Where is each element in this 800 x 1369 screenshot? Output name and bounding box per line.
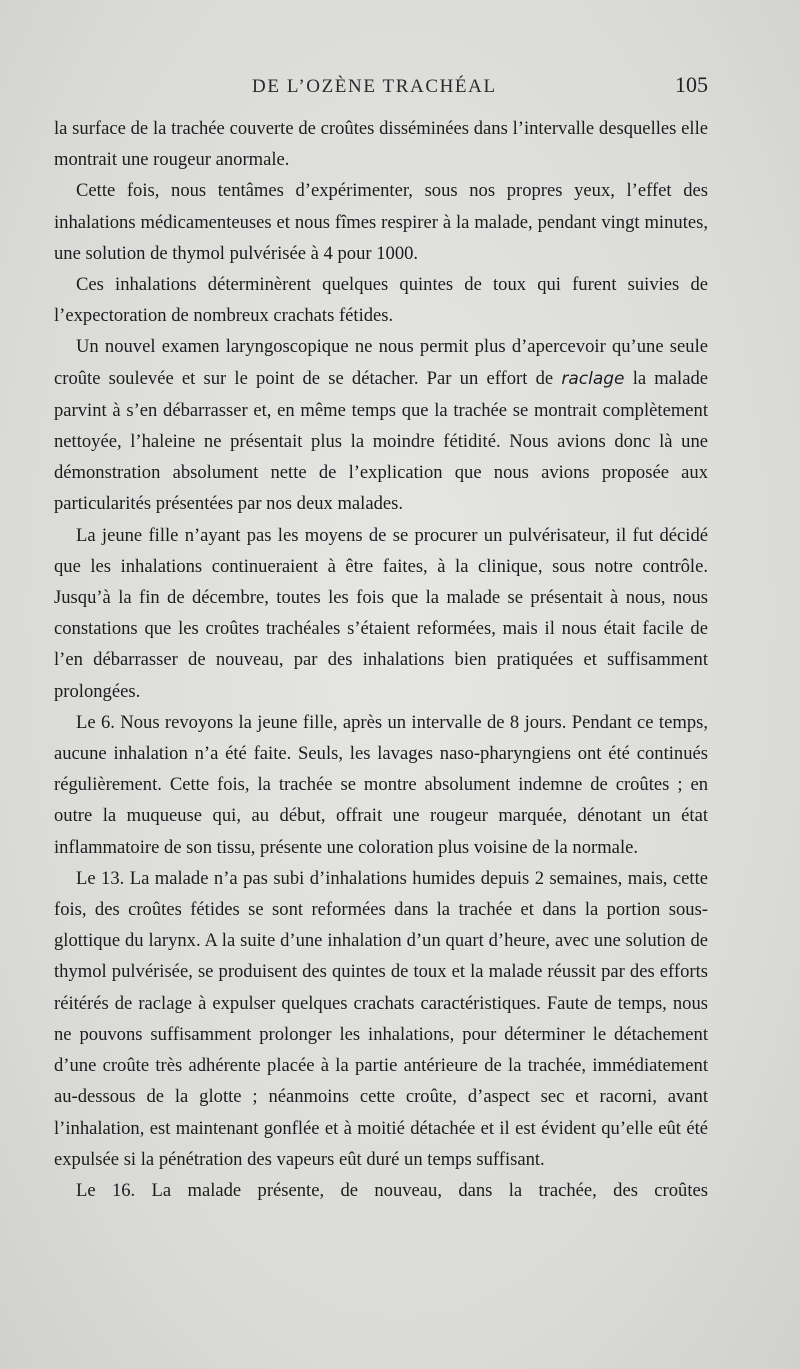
paragraph-laryngoscopy <box>54 331 708 519</box>
paragraph-laryngoscopy-start: Un nouvel examen laryngoscopique ne nous permit plus d’apercevoir qu’une seule croûte soulevée et sur le point de se détacher. Par un effort de <box>54 336 708 389</box>
paragraph-day-16: Le 16. La malade présente, de nouveau, dans la trachée, des croûtes <box>76 1179 708 1201</box>
paragraph-day-13: Le 13. La malade n’a pas subi d’inhalations humides depuis 2 semaines, mais, cette fois, des croûtes fétides se sont reformées dans la trachée et dans la portion sous-glottique du larynx. A la suite d’une inhalation d’un quart d’heure, avec une solution de thymol pulvérisée, se produisent des quintes de toux et la malade réussit par des efforts réitérés de raclage à expulser quelques crachats caractéristiques. Faute de temps, nous ne pouvons suffisamment prolonger les inhalations, pour déterminer le détachement d’une croûte très adhérente placée à la partie antérieure de la trachée, immédiatement au-dessous de la glotte ; néanmoins cette croûte, d’aspect sec et racorni, avant l’inhalation, est maintenant gonflée et à moitié détachée et il est évident qu’elle eût été expulsée si la pénétration des vapeurs eût duré un temps suffisant. <box>54 867 708 1170</box>
paragraph-laryngoscopy-end: la malade parvint à s’en débarrasser et, en même temps que la trachée se montrait complètement nettoyée, l’haleine ne présentait plus la moindre fétidité. Nous avions donc là une démonstration absolument nette de l’explication que nous avions proposée aux particularités présentées par nos deux malades. <box>54 367 708 515</box>
body-text <box>54 113 708 1206</box>
page-header <box>54 70 708 104</box>
paragraph-day-6: Le 6. Nous revoyons la jeune fille, après un intervalle de 8 jours. Pendant ce temps, aucune inhalation n’a été faite. Seuls, les lavages naso-pharyngiens ont été continués régulièrement. Cette fois, la trachée se montre absolument indemne de croûtes ; en outre la muqueuse qui, au début, offrait une rougeur marquée, dénotant un état inflammatoire de son tissu, présente une coloration plus voisine de la normale. <box>54 711 708 858</box>
paragraph-thymol-inhalation: Cette fois, nous tentâmes d’expérimenter, sous nos propres yeux, l’effet des inhalations médicamenteuses et nous fîmes respirer à la malade, pendant vingt minutes, une solution de thymol pulvérisée à 4 pour 1000. <box>54 180 708 264</box>
paragraph-expectoration: Ces inhalations déterminèrent quelques quintes de toux qui furent suivies de l’expectoration de nombreux crachats fétides. <box>54 274 708 327</box>
paragraph-clinic-inhalations: La jeune fille n’ayant pas les moyens de se procurer un pulvérisateur, il fut décidé que les inhalations continueraient à être faites, à la clinique, sous notre contrôle. Jusqu’à la fin de décembre, toutes les fois que la malade se présentait à nous, nous constations que les croûtes trachéales s’étaient reformées, mais il nous était facile de l’en débarrasser de nouveau, par des inhalations bien pratiquées et suffisamment prolongées. <box>54 524 708 702</box>
paragraph-continuation: la surface de la trachée couverte de croûtes disséminées dans l’intervalle desquelles elle montrait une rougeur anormale. <box>54 118 708 171</box>
page-number: 105 <box>675 72 708 97</box>
running-title: DE L’OZÈNE TRACHÉAL <box>252 76 497 97</box>
emphasis-raclage: raclage <box>561 368 625 389</box>
